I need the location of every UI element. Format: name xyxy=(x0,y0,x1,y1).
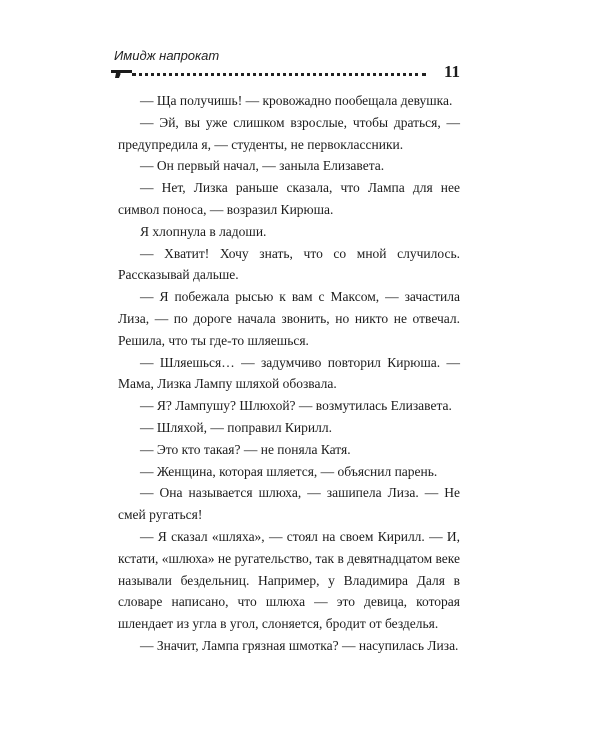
paragraph: — Я сказал «шляха», — стоял на своем Кирилл. — И, кстати, «шлюха» не ругательство, так в девятнадцатом веке называли бездельниц. Например, у Владимира Даля в словаре написано, что шлюха — это девица, которая шлендает из угла в угол, слоняется, бродит от безделья. xyxy=(118,528,460,632)
page-number: 11 xyxy=(443,62,460,81)
paragraph: — Это кто такая? — не поняла Катя. xyxy=(140,441,351,457)
paragraph: — Шляхой, — поправил Кирилл. xyxy=(140,419,332,435)
paragraph: — Он первый начал, — заныла Елизавета. xyxy=(140,158,385,174)
paragraph: Я хлопнула в ладоши. xyxy=(140,223,267,239)
paragraph: — Шляешься… — задумчиво повторил Кирюша. — Мама, Лизка Лампу шляхой обозвала. xyxy=(118,354,460,392)
page-header xyxy=(110,48,460,84)
paragraph: — Хватит! Хочу знать, что со мной случилось. Рассказывай дальше. xyxy=(118,245,460,283)
paragraph: — Ща получишь! — кровожадно пообещала девушка. xyxy=(140,93,453,108)
header-dotted-rule xyxy=(132,73,426,76)
paragraph: — Я? Лампушу? Шлюхой? — возмутилась Елизавета. xyxy=(140,398,452,414)
pistol-icon xyxy=(110,66,134,78)
paragraph: — Я побежала рысью к вам с Максом, — зачастила Лиза, — по дороге начала звонить, но никто не отвечал. Решила, что ты где-то шляешься. xyxy=(118,289,460,348)
paragraph: — Женщина, которая шляется, — объяснил парень. xyxy=(140,463,438,479)
paragraph: — Эй, вы уже слишком взрослые, чтобы драться, — предупредила я, — студенты, не первоклассники. xyxy=(118,114,460,152)
paragraph: — Нет, Лизка раньше сказала, что Лампа для нее символ поноса, — возразил Кирюша. xyxy=(118,180,460,217)
paragraph: — Значит, Лампа грязная шмотка? — насупилась Лиза. xyxy=(140,637,459,653)
paragraph: — Она называется шлюха, — зашипела Лиза. — Не смей ругаться! xyxy=(118,485,460,523)
body-text xyxy=(118,90,460,657)
running-title: Имидж напрокат xyxy=(114,48,220,63)
